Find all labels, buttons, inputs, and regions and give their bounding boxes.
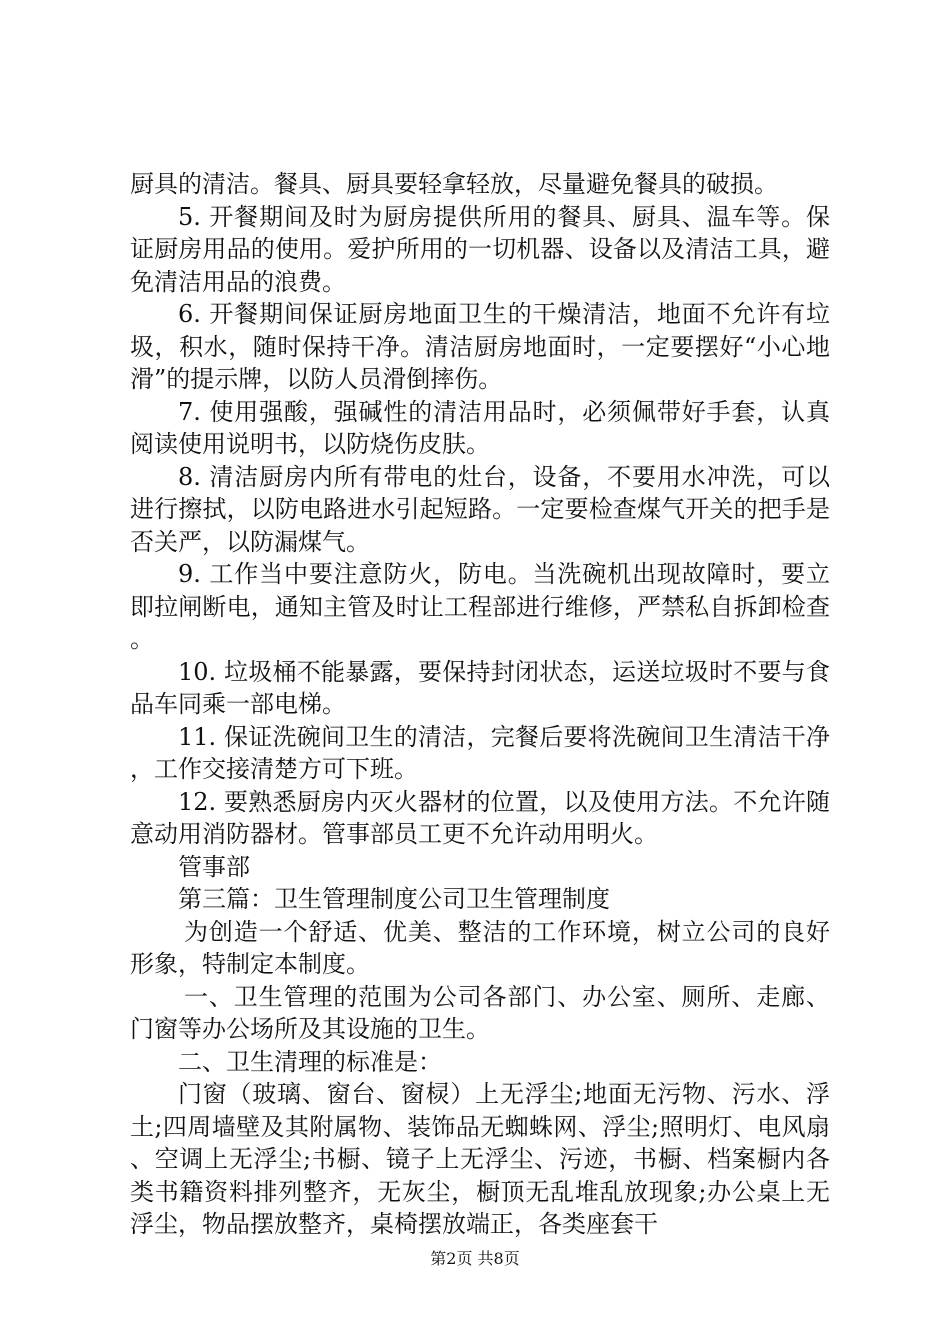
section-heading-part-three: 第三篇：卫生管理制度公司卫生管理制度 [178, 885, 610, 913]
paragraph-purpose: 为创造一个舒适、优美、整洁的工作环境，树立公司的良好形象，特制定本制度。 [130, 917, 830, 978]
paragraph-item-11: 11. 保证洗碗间卫生的清洁，完餐后要将洗碗间卫生清洁干净，工作交接清楚方可下班。 [130, 722, 830, 783]
document-body [130, 168, 830, 1241]
paragraph-standard-heading: 二、卫生清理的标准是： [178, 1047, 442, 1076]
paragraph-item-8: 8. 清洁厨房内所有带电的灶台，设备，不要用水冲洗，可以进行擦拭，以防电路进水引起短路。一定要检查煤气开关的把手是否关严，以防漏煤气。 [130, 462, 830, 556]
page-number-label: 第2页 共8页 [430, 1249, 520, 1268]
paragraph-item-5: 5. 开餐期间及时为厨房提供所用的餐具、厨具、温车等。保证厨房用品的使用。爱护所用的一切机器、设备以及清洁工具，避免清洁用品的浪费。 [130, 202, 830, 296]
paragraph-item-6: 6. 开餐期间保证厨房地面卫生的干燥清洁，地面不允许有垃圾，积水，随时保持干净。清洁厨房地面时，一定要摆好“小心地滑”的提示牌，以防人员滑倒摔伤。 [130, 300, 830, 393]
paragraph-item-9: 9. 工作当中要注意防火，防电。当洗碗机出现故障时，要立即拉闸断电，通知主管及时让工程部进行维修，严禁私自拆卸检查。 [130, 560, 830, 653]
paragraph-item-10: 10. 垃圾桶不能暴露，要保持封闭状态，运送垃圾时不要与食品车同乘一部电梯。 [130, 657, 830, 718]
page-footer [0, 1246, 950, 1269]
paragraph-scope: 一、卫生管理的范围为公司各部门、办公室、厕所、走廊、门窗等办公场所及其设施的卫生。 [130, 982, 830, 1043]
paragraph-department-signature: 管事部 [178, 852, 250, 881]
paragraph-item-7: 7. 使用强酸，强碱性的清洁用品时，必须佩带好手套，认真阅读使用说明书，以防烧伤皮肤。 [130, 397, 830, 458]
paragraph-kitchenware-cleaning: 厨具的清洁。餐具、厨具要轻拿轻放，尽量避免餐具的破损。 [130, 170, 778, 198]
paragraph-item-12: 12. 要熟悉厨房内灭火器材的位置，以及使用方法。不允许随意动用消防器材。管事部员工更不允许动用明火。 [130, 787, 830, 848]
paragraph-standard-details: 门窗（玻璃、窗台、窗棂）上无浮尘;地面无污物、污水、浮土;四周墙壁及其附属物、装饰品无蜘蛛网、浮尘;照明灯、电风扇、空调上无浮尘;书橱、镜子上无浮尘、污迹，书橱、档案橱内各类书籍资料排列整齐，无灰尘，橱顶无乱堆乱放现象;办公桌上无浮尘，物品摆放整齐，桌椅摆放端正，各类座套干 [130, 1080, 830, 1238]
